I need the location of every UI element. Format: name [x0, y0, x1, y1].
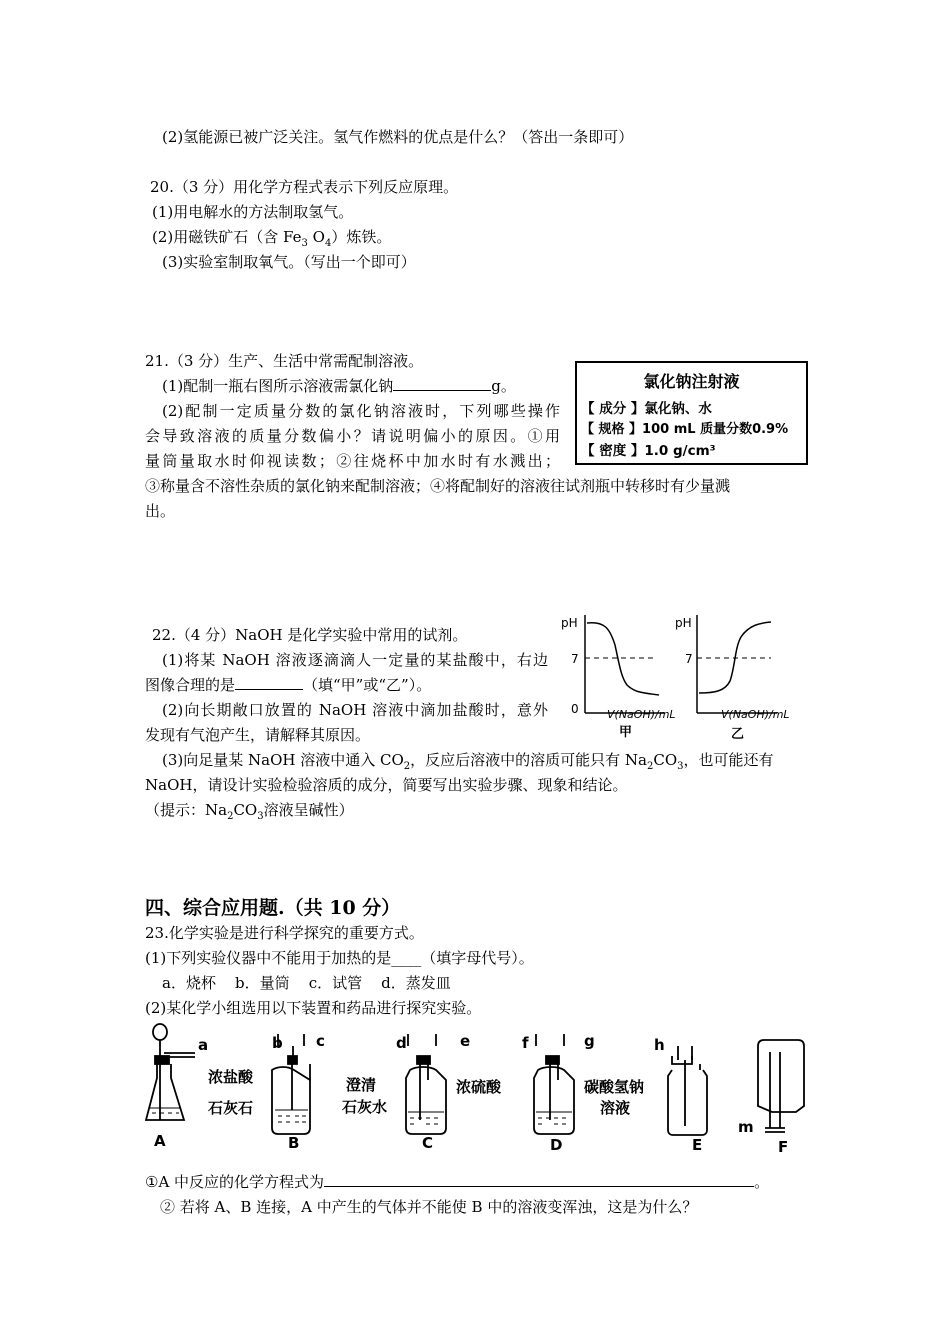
q23-options: a．烧杯 b．量筒 c．试管 d．蒸发皿: [162, 974, 451, 992]
jia-x-label: V(NaOH)/mL: [607, 708, 676, 721]
label-e: e: [460, 1032, 471, 1050]
label-b: b: [272, 1034, 283, 1052]
q23-sub2: ② 若将 A、B 连接，A 中产生的气体并不能使 B 中的溶液变浑浊，这是为什么？: [160, 1198, 698, 1216]
q19-part2: (2)氢能源已被广泛关注。氢气作燃料的优点是什么？（答出一条即可）: [162, 128, 634, 146]
q21-part2-line2: 会导致溶液的质量分数偏小？请说明偏小的原因。①用: [145, 427, 560, 445]
q22-part3-line1: (3)向足量某 NaOH 溶液中通入 $CO_2$，反应后溶液中的溶质可能只有 $Na_2CO_3$，也可能还有: [162, 751, 774, 772]
q20-part1: (1)用电解水的方法制取氢气。: [152, 203, 354, 221]
apparatus-a: [146, 1024, 195, 1120]
label-h: h: [654, 1036, 665, 1054]
q20-part3: (3)实验室制取氧气。（写出一个即可）: [162, 253, 416, 271]
graph-yi: [675, 615, 790, 742]
graph-jia: [561, 615, 676, 740]
q21-part1: (1)配制一瓶右图所示溶液需氯化钠 g。: [162, 377, 516, 395]
q23-equation-blank[interactable]: [324, 1172, 754, 1187]
yi-x-label: V(NaOH)/mL: [721, 708, 790, 721]
jia-name: 甲: [619, 725, 633, 740]
q21-answer-blank[interactable]: [393, 376, 491, 391]
q22-answer-blank[interactable]: [235, 675, 303, 690]
ph-graphs: [555, 605, 805, 745]
label-density: 【 密度 】1.0 g/cm³: [581, 443, 716, 459]
q22-part1-line2: 图像合理的是 （填“甲”或“乙”）。: [145, 676, 432, 694]
label-E: E: [692, 1136, 703, 1154]
label-g: g: [584, 1032, 595, 1050]
yi-y-label: pH: [675, 616, 692, 630]
jia-seven: 7: [571, 652, 579, 666]
label-m: m: [738, 1118, 754, 1136]
label-f: f: [522, 1034, 529, 1052]
label-nahco3-2: 溶液: [600, 1099, 631, 1117]
q23-part1: (1)下列实验仪器中不能用于加热的是____（填字母代号）。: [145, 949, 534, 967]
label-spec: 【 规格 】100 mL 质量分数0.9%: [581, 422, 789, 437]
q23-title: 23.化学实验是进行科学探究的重要方式。: [145, 924, 424, 942]
apparatus-e: [668, 1046, 707, 1135]
q22-hint: （提示：$Na_2CO_3$溶液呈碱性）: [145, 801, 354, 822]
q22-part1-line1: (1)将某 NaOH 溶液逐滴滴人一定量的某盐酸中，右边: [162, 651, 548, 669]
jia-zero: 0: [571, 702, 579, 716]
apparatus-figure: [140, 1020, 810, 1160]
label-title: 氯化钠注射液: [643, 372, 740, 391]
label-a: a: [198, 1036, 209, 1054]
section4-heading: 四、综合应用题.（共 10 分）: [145, 897, 401, 919]
q23-sub1: ①A 中反应的化学方程式为 。: [145, 1173, 770, 1191]
apparatus-d: [534, 1034, 574, 1134]
label-ingredients: 【 成分 】氯化钠、水: [581, 401, 712, 417]
q20-part2: (2)用磁铁矿石（含 $Fe_3$ $O_4$）炼铁。: [152, 228, 392, 249]
label-limestone: 石灰石: [208, 1099, 254, 1117]
jia-y-label: pH: [561, 616, 578, 630]
label-conc-hcl: 浓盐酸: [208, 1068, 254, 1086]
apparatus-f: [758, 1040, 804, 1132]
jia-curve: [587, 623, 659, 695]
yi-seven: 7: [685, 652, 693, 666]
q22-part3-line2: NaOH，请设计实验检验溶质的成分，简要写出实验步骤、现象和结论。: [145, 776, 628, 794]
label-nahco3-1: 碳酸氢钠: [584, 1078, 645, 1096]
label-F: F: [778, 1138, 789, 1156]
label-h2so4: 浓硫酸: [456, 1078, 502, 1096]
q21-title: 21.（3 分）生产、生活中常需配制溶液。: [145, 352, 424, 370]
label-D: D: [550, 1136, 563, 1154]
q22-part2-line2: 发现有气泡产生，请解释其原因。: [145, 726, 371, 744]
apparatus-c: [406, 1034, 446, 1134]
nacl-injection-label: [575, 361, 808, 465]
label-d: d: [396, 1034, 407, 1052]
q20-title: 20.（3 分）用化学方程式表示下列反应原理。: [150, 178, 459, 196]
label-C: C: [422, 1134, 434, 1152]
label-c: c: [316, 1032, 325, 1050]
q21-part2-line1: (2)配制一定质量分数的氯化钠溶液时，下列哪些操作: [162, 402, 560, 420]
q21-part2-line3: 量筒量取水时仰视读数；②往烧杯中加水时有水溅出；: [145, 452, 560, 470]
label-limewater-1: 澄清: [346, 1076, 377, 1094]
label-limewater-2: 石灰水: [342, 1098, 388, 1116]
label-A: A: [154, 1132, 166, 1150]
q23-part2: (2)某化学小组选用以下装置和药品进行探究实验。: [145, 999, 482, 1017]
label-B: B: [288, 1134, 300, 1152]
q21-part2-line5: 出。: [145, 502, 176, 520]
yi-name: 乙: [731, 727, 745, 742]
q22-part2-line1: (2)向长期敞口放置的 NaOH 溶液中滴加盐酸时，意外: [162, 701, 548, 719]
q21-part2-line4: ③称量含不溶性杂质的氯化钠来配制溶液；④将配制好的溶液往试剂瓶中转移时有少量溅: [145, 477, 731, 495]
q22-title: 22.（4 分）NaOH 是化学实验中常用的试剂。: [152, 626, 468, 644]
